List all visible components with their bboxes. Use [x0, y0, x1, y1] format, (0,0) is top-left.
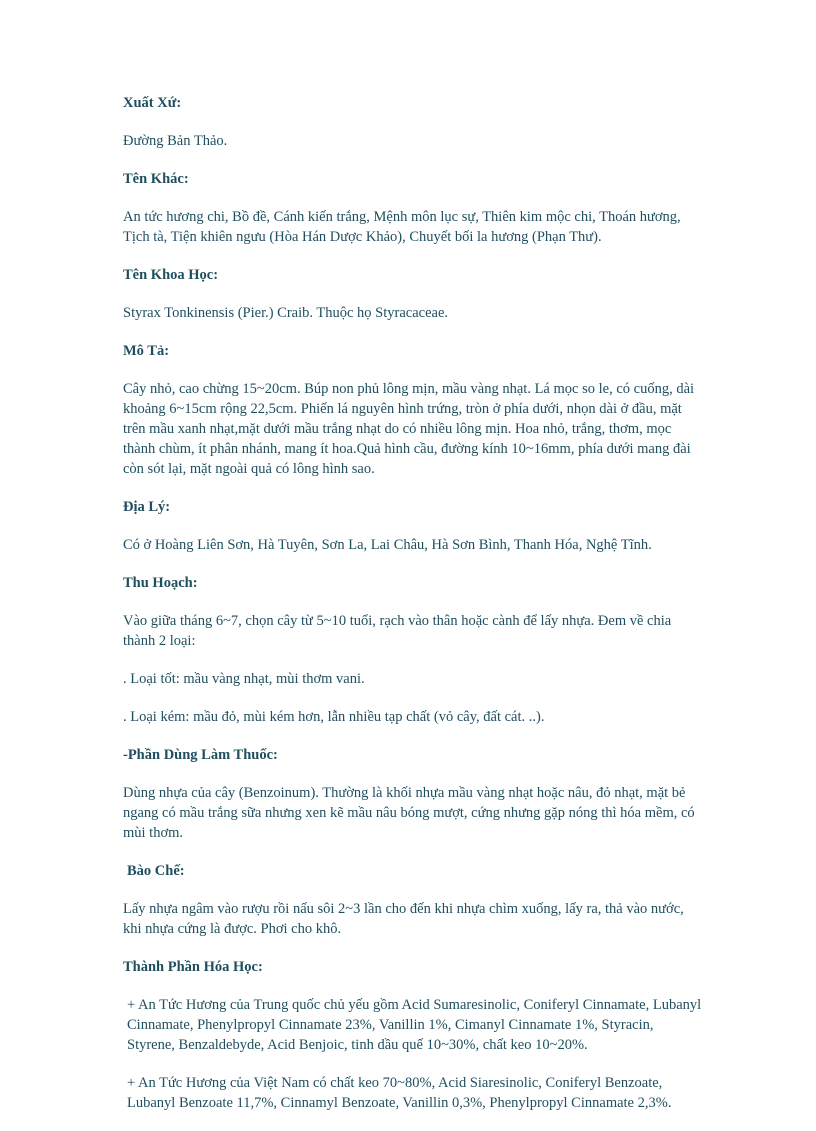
section-thanh-phan — [123, 957, 703, 1113]
section-paragraph: Dùng nhựa của cây (Benzoinum). Thường là khối nhựa mầu vàng nhạt hoặc nâu, đỏ nhạt, mặt bẻ ngang có mầu trắng sữa nhưng xen kẽ mầu nâu bóng mượt, cứng nhưng gặp nóng thì hóa mềm, có mùi thơm. — [123, 785, 695, 841]
section-bao-che — [123, 861, 703, 939]
section-heading: -Phần Dùng Làm Thuốc: — [123, 747, 278, 763]
section-paragraph: . Loại kém: mầu đỏ, mùi kém hơn, lẫn nhiều tạp chất (vỏ cây, đất cát. ..). — [123, 709, 545, 725]
section-heading: Tên Khác: — [123, 171, 189, 187]
section-heading: Mô Tả: — [123, 343, 170, 359]
section-paragraph: Đường Bản Thảo. — [123, 133, 228, 149]
section-paragraph: Lấy nhựa ngâm vào rượu rồi nấu sôi 2~3 lần cho đến khi nhựa chìm xuống, lấy ra, thả vào nước, khi nhựa cứng là được. Phơi cho khô. — [123, 901, 684, 937]
section-mo-ta — [123, 341, 703, 479]
section-paragraph: Vào giữa tháng 6~7, chọn cây từ 5~10 tuổi, rạch vào thân hoặc cành để lấy nhựa. Đem về chia thành 2 loại: — [123, 613, 672, 649]
section-xuat-xu — [123, 93, 703, 151]
section-heading: Địa Lý: — [123, 499, 171, 515]
section-paragraph: Cây nhỏ, cao chừng 15~20cm. Búp non phủ lông mịn, mầu vàng nhạt. Lá mọc so le, có cuống, dài khoảng 6~15cm rộng 22,5cm. Phiến lá nguyên hình trứng, tròn ở phía dưới, nhọn dài ở đầu, mặt trên mầu xanh nhạt,mặt dưới mầu trắng nhạt do có nhiều lông mịn. Hoa nhỏ, trắng, thơm, mọc thành chùm, ít phân nhánh, mang ít hoa.Quả hình cầu, đường kính 10~16mm, phía dưới mang đài còn sót lại, mặt ngoài quả có lông hình sao. — [123, 381, 695, 477]
section-heading: Xuất Xứ: — [123, 95, 182, 111]
document-body — [123, 93, 703, 1131]
section-heading: Thành Phần Hóa Học: — [123, 959, 263, 975]
section-phan-dung — [123, 745, 703, 843]
section-ten-khoa-hoc — [123, 265, 703, 323]
section-dia-ly — [123, 497, 703, 555]
section-thu-hoach — [123, 573, 703, 727]
section-heading: Bào Chế: — [127, 863, 185, 879]
section-heading: Tên Khoa Học: — [123, 267, 219, 283]
section-heading: Thu Hoạch: — [123, 575, 198, 591]
section-paragraph: + An Tức Hương của Trung quốc chủ yếu gồm Acid Sumaresinolic, Coniferyl Cinnamate, Lubanyl Cinnamate, Phenylpropyl Cinnamate 23%, Vanillin 1%, Cimanyl Cinnamate 1%, Styracin, Styrene, Benzaldebyde, Acid Benjoic, tinh dầu quế 10~30%, chất keo 10~20%. — [127, 997, 702, 1053]
section-ten-khac — [123, 169, 703, 247]
section-paragraph: Styrax Tonkinensis (Pier.) Craib. Thuộc họ Styracaceae. — [123, 305, 449, 321]
section-paragraph: Có ở Hoàng Liên Sơn, Hà Tuyên, Sơn La, Lai Châu, Hà Sơn Bình, Thanh Hóa, Nghệ Tĩnh. — [123, 537, 652, 553]
section-paragraph: . Loại tốt: mầu vàng nhạt, mùi thơm vani. — [123, 671, 365, 687]
section-paragraph: + An Tức Hương của Việt Nam có chất keo 70~80%, Acid Siaresinolic, Coniferyl Benzoate, Lubanyl Benzoate 11,7%, Cinnamyl Benzoate, Vanillin 0,3%, Phenylpropyl Cinnamate 2,3%. — [127, 1075, 672, 1111]
section-paragraph: An tức hương chi, Bồ đề, Cánh kiến trắng, Mệnh môn lục sự, Thiên kim mộc chi, Thoán hương, Tịch tà, Tiện khiên ngưu (Hòa Hán Dược Khảo), Chuyết bối la hương (Phạn Thư). — [123, 209, 681, 245]
